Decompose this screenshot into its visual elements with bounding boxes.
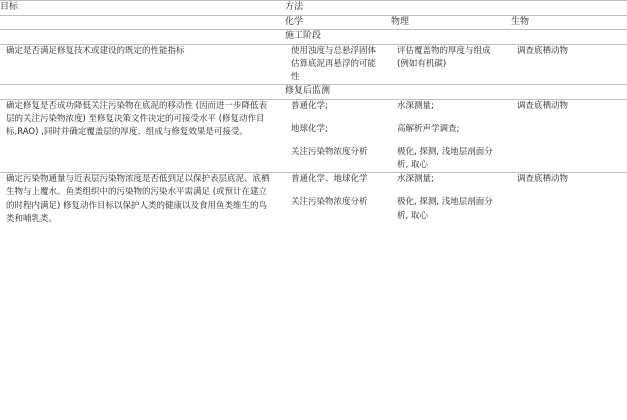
row-physical-line: 水深测量;: [397, 174, 434, 185]
row-biological-text: 调查底栖动物: [511, 44, 627, 85]
table-row: [0, 44, 627, 85]
row-biological-line: 调查底栖动物: [517, 174, 569, 185]
table-row: [0, 99, 627, 173]
table-header-row-sub: [0, 15, 627, 30]
row-chemical-cell: [285, 173, 391, 226]
row-biological-cell: [511, 173, 627, 226]
row-chemical-line: 普通化学、地球化学: [291, 174, 368, 185]
header-goal-spacer: [0, 15, 285, 30]
header-goal: 目标: [0, 1, 285, 16]
row-physical-text: 评估覆盖物的厚度与组成 (例如有机碳): [391, 44, 511, 85]
section-spacer-goal-2: [0, 85, 285, 100]
row-chemical-text: 使用浊度与总悬浮固体估算底泥再悬浮的可能性: [285, 44, 391, 85]
table-row: [0, 173, 627, 226]
row-biological-cell: [511, 99, 627, 173]
section-label-construction: 施工阶段: [285, 30, 627, 45]
row-chemical-line: 地球化学;: [291, 123, 328, 134]
section-spacer-goal: [0, 30, 285, 45]
section-label-postremediation: 修复后监测: [285, 85, 627, 100]
row-physical-cell: [391, 99, 511, 173]
table-header-row-main: [0, 1, 627, 16]
row-chemical-line: 关注污染物浓度分析: [291, 146, 368, 157]
header-method: 方法: [285, 1, 627, 16]
row-physical-line: 极化, 探测, 浅地层剖面分析, 取心: [397, 146, 493, 171]
section-header-row-postremediation: [0, 85, 627, 100]
row-chemical-line: 关注污染物浓度分析: [291, 197, 368, 208]
row-goal-text: 确定是否满足修复技术或建设的既定的性能指标: [0, 44, 285, 85]
row-chemical-cell: [285, 99, 391, 173]
row-goal-text: 确定污染物通量与近表层污染物浓度是否低到足以保护表层底泥、底栖生物与上覆水。鱼类组织中的污染物的污染水平需满足 (或预计在建立的时程内满足) 修复动作目标以保护人类的健康以及食用鱼类维生的鸟类和哺乳类。: [6, 174, 270, 224]
header-chemical: 化学: [285, 15, 391, 30]
row-physical-cell: [391, 173, 511, 226]
header-biological: 生物: [511, 15, 627, 30]
row-physical-line: 高解析声学调查;: [397, 123, 460, 134]
row-chemical-line: 普通化学;: [291, 100, 328, 111]
row-physical-line: 水深测量;: [397, 100, 434, 111]
section-header-row-construction: [0, 30, 627, 45]
row-goal-text: 确定修复是否成功降低关注污染物在底泥的移动性 (因而进一步降低表层的关注污染物浓度) 至修复决策文件决定的可接受水平 (修复动作目标,RAO) ,同时并确定覆盖层的厚度、组成与修复效果是可接受。: [0, 99, 285, 173]
row-biological-line: 调查底栖动物: [517, 100, 569, 111]
row-physical-line: 极化, 探测, 浅地层剖面分析, 取心: [397, 197, 493, 221]
header-physical: 物理: [391, 15, 511, 30]
